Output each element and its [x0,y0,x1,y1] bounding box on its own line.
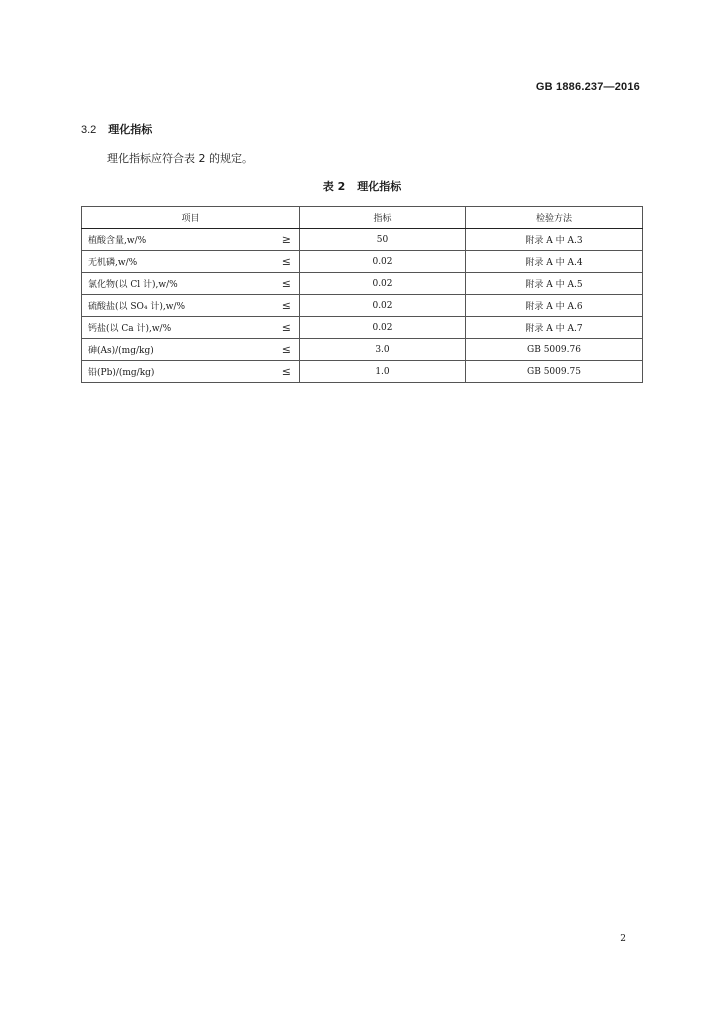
item-name: 砷(As)/(mg/kg) [88,346,154,356]
table-caption [0,178,724,194]
item-operator: ≤ [281,321,291,334]
value-cell: 3.0 [300,339,466,361]
table-row [82,317,643,339]
table-header-row [82,207,643,229]
method-cell: GB 5009.75 [466,361,643,383]
table-caption-title: 理化指标 [357,180,402,193]
value-cell: 0.02 [300,295,466,317]
item-operator: ≤ [281,277,291,290]
method-cell: 附录 A 中 A.4 [466,251,643,273]
method-cell: 附录 A 中 A.5 [466,273,643,295]
value-cell: 1.0 [300,361,466,383]
item-cell [82,251,300,273]
item-cell [82,229,300,251]
item-operator: ≤ [281,299,291,312]
table-row [82,361,643,383]
section-heading [81,121,152,137]
item-name: 植酸含量,w/% [88,236,147,246]
item-name: 铅(Pb)/(mg/kg) [88,368,155,378]
item-name: 无机磷,w/% [88,258,138,268]
item-cell [82,317,300,339]
table-row [82,273,643,295]
table-row [82,295,643,317]
column-header-method: 检验方法 [466,207,643,229]
item-cell [82,273,300,295]
item-name: 硫酸盐(以 SO₄ 计),w/% [88,302,186,312]
value-cell: 0.02 [300,251,466,273]
item-name: 氯化物(以 Cl 计),w/% [88,280,178,290]
item-operator: ≤ [281,365,291,378]
item-cell [82,295,300,317]
page-number: 2 [620,934,626,944]
method-cell: GB 5009.76 [466,339,643,361]
spec-table [81,206,643,383]
item-operator: ≥ [281,233,291,246]
item-name: 钙盐(以 Ca 计),w/% [88,324,172,334]
value-cell: 50 [300,229,466,251]
section-body-text: 理化指标应符合表 2 的规定。 [107,152,253,165]
item-cell [82,361,300,383]
column-header-item: 项目 [82,207,300,229]
table-row [82,339,643,361]
table-row [82,229,643,251]
column-header-value: 指标 [300,207,466,229]
value-cell: 0.02 [300,273,466,295]
section-number: 3.2 [81,124,97,136]
method-cell: 附录 A 中 A.3 [466,229,643,251]
standard-code: GB 1886.237—2016 [535,81,640,93]
method-cell: 附录 A 中 A.7 [466,317,643,339]
item-cell [82,339,300,361]
table-caption-label: 表 2 [322,180,346,193]
value-cell: 0.02 [300,317,466,339]
item-operator: ≤ [281,343,291,356]
item-operator: ≤ [281,255,291,268]
section-title: 理化指标 [108,123,153,136]
method-cell: 附录 A 中 A.6 [466,295,643,317]
table-row [82,251,643,273]
